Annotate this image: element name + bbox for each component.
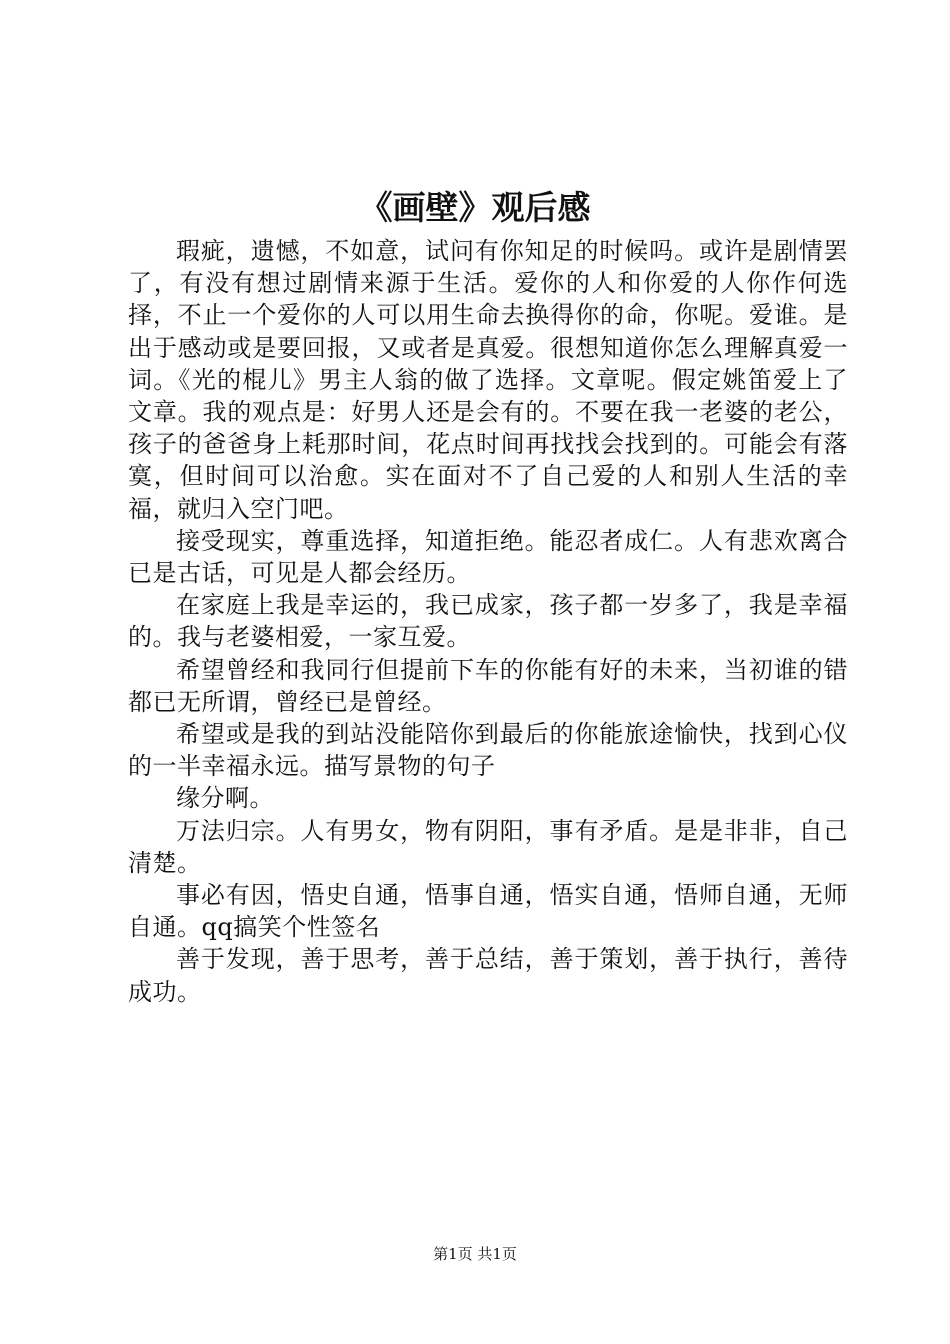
paragraph: 善于发现，善于思考，善于总结，善于策划，善于执行，善待成功。 <box>128 945 848 1006</box>
paragraph: 希望或是我的到站没能陪你到最后的你能旅途愉快，找到心仪的一半幸福永远。描写景物的句子 <box>128 720 848 781</box>
document-title: 《画壁》观后感 <box>359 188 591 227</box>
page-number-footer: 第1页 共1页 <box>433 1245 517 1263</box>
paragraph: 事必有因，悟史自通，悟事自通，悟实自通，悟师自通，无师自通。qq搞笑个性签名 <box>128 881 848 942</box>
paragraph: 接受现实，尊重选择，知道拒绝。能忍者成仁。人有悲欢离合已是古话，可见是人都会经历。 <box>128 526 848 588</box>
paragraph: 在家庭上我是幸运的，我已成家，孩子都一岁多了，我是幸福的。我与老婆相爱，一家互爱。 <box>128 591 848 652</box>
paragraph: 万法归宗。人有男女，物有阴阳，事有矛盾。是是非非，自己清楚。 <box>128 816 848 877</box>
paragraph: 瑕疵，遗憾，不如意，试问有你知足的时候吗。或许是剧情罢了，有没有想过剧情来源于生活。爱你的人和你爱的人你作何选择，不止一个爱你的人可以用生命去换得你的命，你呢。爱谁。是出于感动或是要回报，又或者是真爱。很想知道你怎么理解真爱一词。《光的棍儿》男主人翁的做了选择。文章呢。假定姚笛爱上了文章。我的观点是：好男人还是会有的。不要在我一老婆的老公，孩子的爸爸身上耗那时间，花点时间再找找会找到的。可能会有落寞，但时间可以治愈。实在面对不了自己爱的人和别人生活的幸福，就归入空门吧。 <box>128 237 848 523</box>
paragraph: 希望曾经和我同行但提前下车的你能有好的未来，当初谁的错都已无所谓，曾经已是曾经。 <box>128 655 848 716</box>
paragraph: 缘分啊。 <box>176 784 274 813</box>
document-body <box>128 235 848 1008</box>
